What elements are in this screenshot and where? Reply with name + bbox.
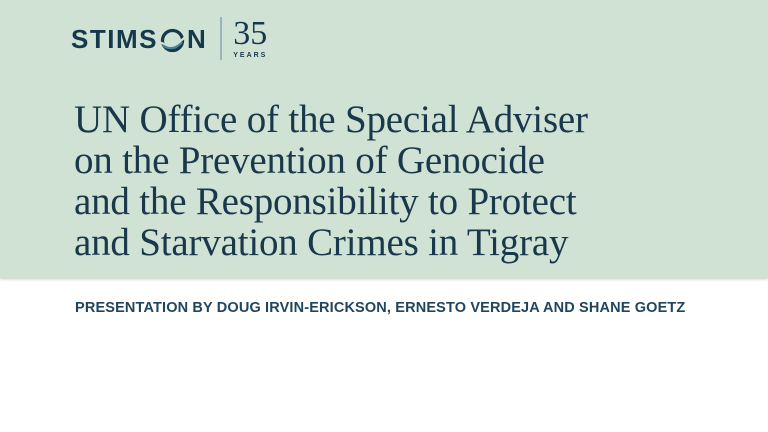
logo-wordmark-post: N <box>186 23 208 54</box>
anniversary-number: 35 <box>233 15 268 53</box>
title-line-1: UN Office of the Special Adviser <box>74 98 588 141</box>
title-line-2: on the Prevention of Genocide <box>74 139 545 182</box>
globe-icon <box>159 27 186 54</box>
anniversary-badge <box>233 15 268 59</box>
anniversary-label: YEARS <box>233 51 268 59</box>
title-line-3: and the Responsibility to Protect <box>74 180 577 223</box>
presenters-byline: PRESENTATION BY DOUG IRVIN-ERICKSON, ERNESTO VERDEJA AND SHANE GOETZ <box>75 300 686 316</box>
slide-title <box>74 99 588 263</box>
logo-wordmark <box>71 25 207 52</box>
logo-wordmark-pre: STIMS <box>71 23 158 54</box>
title-line-4: and Starvation Crimes in Tigray <box>74 221 569 264</box>
logo-divider <box>220 17 222 60</box>
stimson-logo <box>71 17 267 60</box>
